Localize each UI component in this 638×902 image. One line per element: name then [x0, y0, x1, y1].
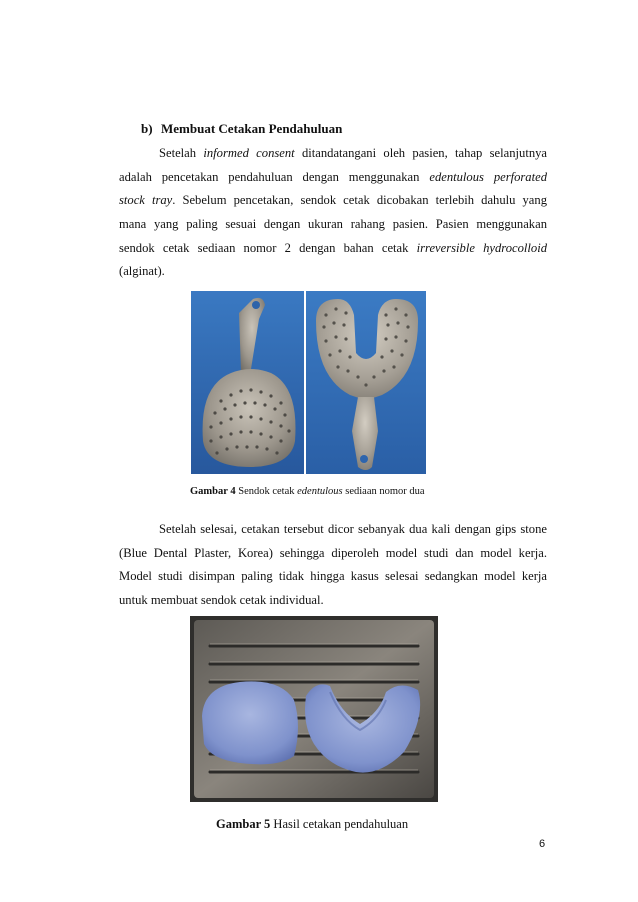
paragraph-line: mana yang paling sesuai dengan ukuran rahang pasien. Pasien menggunakan [119, 217, 547, 232]
figure-5-caption: Gambar 5 Hasil cetakan pendahuluan [216, 817, 409, 831]
paragraph-2 [119, 518, 547, 613]
paragraph-line: (Blue Dental Plaster, Korea) sehingga diperoleh model studi dan model kerja. [119, 545, 547, 560]
page-number: 6 [539, 838, 546, 850]
paragraph-line: Model studi disimpan paling tidak hingga kasus selesai sedangkan model kerja [119, 569, 547, 584]
paragraph-line: stock tray. Sebelum pencetakan, sendok cetak dicobakan terlebih dahulu yang [119, 193, 547, 208]
heading-title: Membuat Cetakan Pendahuluan [161, 121, 343, 136]
paragraph-line: adalah pencetakan pendahuluan dengan menggunakan edentulous perforated [119, 169, 547, 184]
paragraph-line: sendok cetak sediaan nomor 2 dengan bahan cetak irreversible hydrocolloid [119, 240, 547, 255]
paragraph-1 [119, 142, 547, 284]
section-heading [141, 121, 342, 137]
paragraph-line: untuk membuat sendok cetak individual. [119, 593, 324, 608]
paragraph-line: (alginat). [119, 264, 165, 279]
tray-photo-back [191, 291, 304, 474]
figure-4-label: Gambar 4 [190, 486, 236, 497]
impression-photo [190, 616, 438, 802]
paragraph-line: Setelah informed consent ditandatangani oleh pasien, tahap selanjutnya [159, 146, 548, 160]
figure-5-label: Gambar 5 [216, 817, 271, 831]
figure-4-caption: Gambar 4 Sendok cetak edentulous sediaan nomor dua [190, 486, 425, 497]
paragraph-line: Setelah selesai, cetakan tersebut dicor sebanyak dua kali dengan gips stone [159, 522, 547, 536]
tray-photo-front [306, 291, 426, 474]
heading-number: b) [141, 121, 153, 136]
